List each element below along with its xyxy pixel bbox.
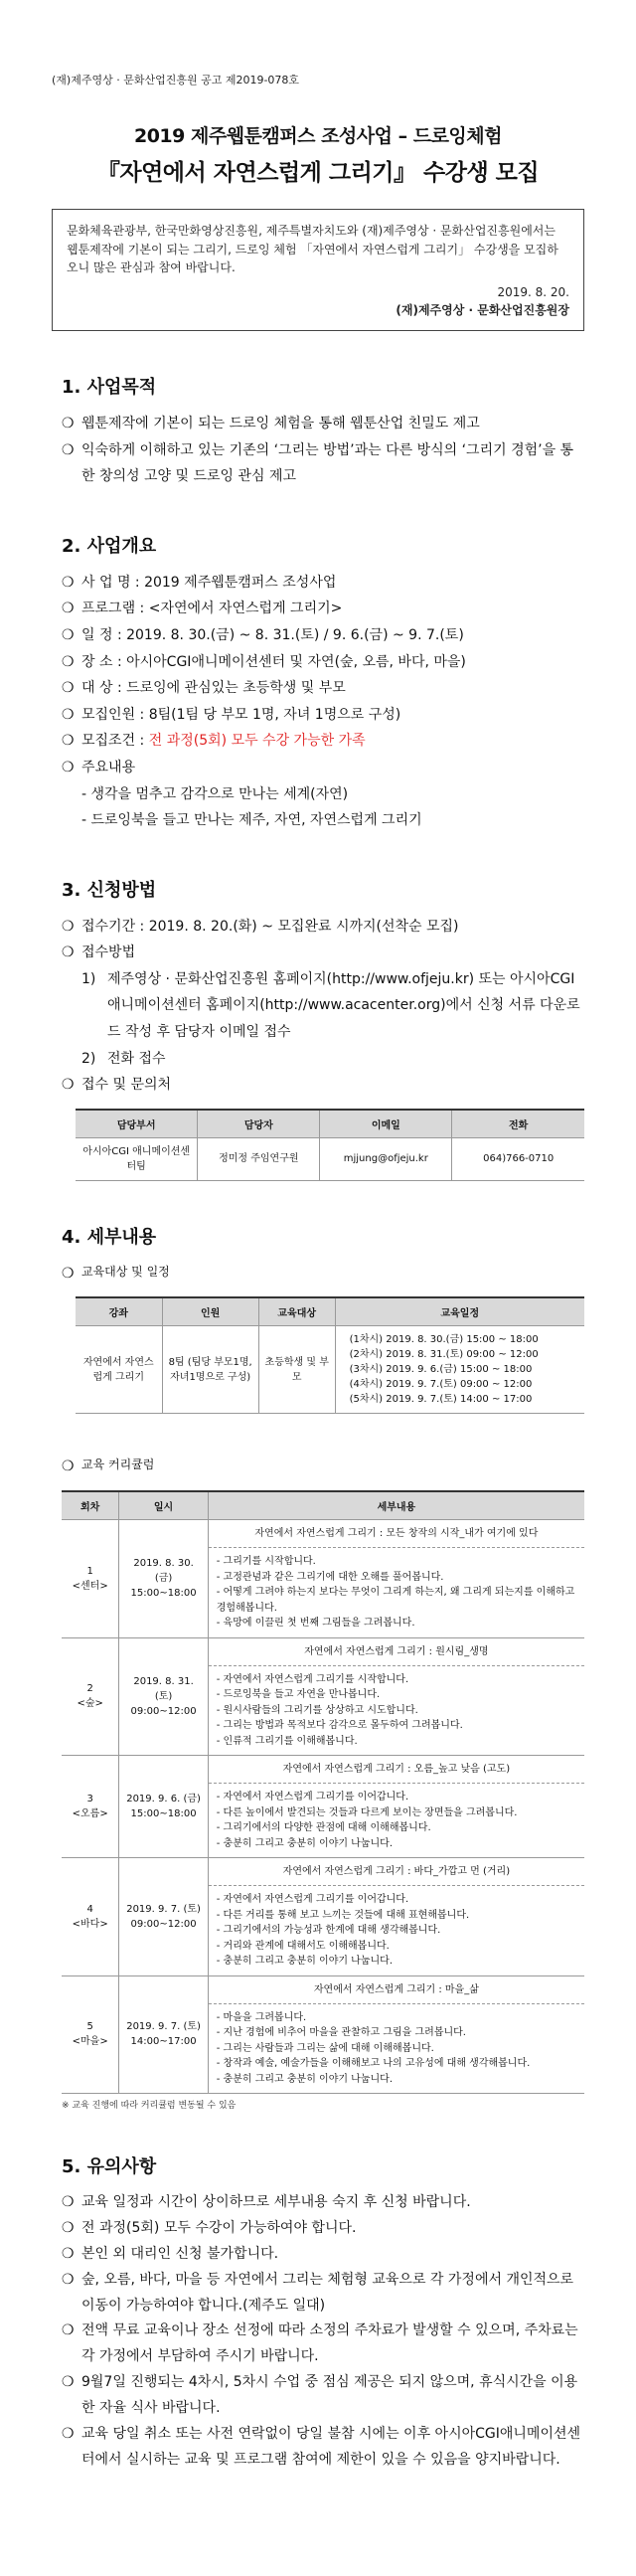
schedule-table xyxy=(76,1296,584,1414)
table-header: 세부내용 xyxy=(208,1491,584,1520)
circle-bullet-icon: ❍ xyxy=(62,574,75,591)
circle-bullet-icon: ❍ xyxy=(62,2374,75,2391)
session-cell: 5 <마을> xyxy=(62,1975,119,2094)
content-item: - 드로잉북을 들고 만나는 제주, 자연, 자연스럽게 그리기 xyxy=(81,812,422,829)
circle-bullet-icon: ❍ xyxy=(62,706,75,723)
session-cell: 1 <센터> xyxy=(62,1520,119,1638)
section-details xyxy=(62,1223,584,2111)
section-notes xyxy=(62,2152,584,2474)
circle-bullet-icon: ❍ xyxy=(62,601,75,617)
intro-date: 2019. 8. 20. xyxy=(497,284,569,299)
list-item: ❍ 교육 커리큘럼 xyxy=(62,1454,584,1480)
table-header: 이메일 xyxy=(320,1110,452,1138)
table-row xyxy=(62,1520,584,1638)
target-cell: 초등학생 및 부모 xyxy=(258,1326,335,1414)
circle-bullet-icon: ❍ xyxy=(62,1459,75,1475)
circle-bullet-icon: ❍ xyxy=(62,2245,75,2262)
section-title: 5. 유의사항 xyxy=(62,2156,157,2178)
email-cell: mjjung@ofjeju.kr xyxy=(320,1137,452,1180)
section-title: 4. 세부내용 xyxy=(62,1226,157,1248)
date-cell: 2019. 8. 30. (금) 15:00~18:00 xyxy=(119,1520,208,1638)
detail-cell: 자연에서 자연스럽게 그리기 : 마을_삶 - 마을을 그려봅니다. - 지난 경험에 비추어 마을을 관찰하고 그림을 그려봅니다. - 그리는 사람들과 그리는 삶에 대해 이해해봅니다. - 창작과 예술, 예술가들을 이해해보고 나의 고유성에 대해 생각해봅니다. - 충분히 그리고 충분히 이야기 나눕니다. xyxy=(208,1975,584,2094)
curriculum-footnote: ※ 교육 진행에 따라 커리큘럼 변동될 수 있음 xyxy=(62,2101,237,2112)
list-item: ❍ 교육 일정과 시간이 상이하므로 세부내용 숙지 후 신청 바랍니다. xyxy=(62,2190,584,2216)
detail-cell: 자연에서 자연스럽게 그리기 : 바다_가깝고 먼 (거리) - 자연에서 자연스럽게 그리기를 이어갑니다. - 다른 거리를 통해 보고 느끼는 것들에 대해 표현해봅니다. - 그리기에서의 가능성과 한계에 대해 생각해봅니다. - 거리와 관계에 대해서도 이해해봅니다. - 충분히 그리고 충분히 이야기 나눕니다. xyxy=(208,1858,584,1976)
list-item: ❍ 전액 무료 교육이나 장소 선정에 따라 소정의 주차료가 발생할 수 있으며, 주차료는 각 가정에서 부담하여 주시기 바랍니다. xyxy=(62,2318,584,2370)
section-overview xyxy=(62,532,584,834)
circle-bullet-icon: ❍ xyxy=(62,2194,75,2211)
circle-bullet-icon: ❍ xyxy=(62,918,75,935)
table-header: 회차 xyxy=(62,1491,119,1520)
condition-value: 전 과정(5회) 모두 수강 가능한 가족 xyxy=(148,733,366,750)
list-item: ❍ 전 과정(5회) 모두 수강이 가능하여야 합니다. xyxy=(62,2216,584,2242)
list-item: ❍ 익숙하게 이해하고 있는 기존의 ‘그리는 방법’과는 다른 방식의 ‘그리기 경험’을 통한 창의성 고양 및 드로잉 관심 제고 xyxy=(62,437,584,490)
list-item xyxy=(62,728,584,755)
list-item: ❍ 접수 및 문의처 xyxy=(62,1072,584,1099)
section-title: 2. 사업개요 xyxy=(62,535,157,557)
list-item: ❍ 숲, 오름, 바다, 마을 등 자연에서 그리는 체험형 교육으로 각 가정에서 개인적으로 이동이 가능하여야 합니다.(제주도 일대) xyxy=(62,2268,584,2319)
table-header: 교육대상 xyxy=(258,1297,335,1326)
circle-bullet-icon: ❍ xyxy=(62,733,75,750)
list-item: ❍ 웹툰제작에 기본이 되는 드로잉 체험을 통해 웹툰산업 친밀도 제고 xyxy=(62,411,584,437)
list-item: ❍ 접수기간 : 2019. 8. 20.(화) ~ 모집완료 시까지(선착순 모집) xyxy=(62,914,584,941)
date-cell: 2019. 9. 7. (토) 14:00~17:00 xyxy=(119,1975,208,2094)
contact-table xyxy=(76,1109,584,1181)
table-row xyxy=(76,1326,584,1414)
table-row xyxy=(62,1756,584,1858)
detail-cell: 자연에서 자연스럽게 그리기 : 원시림_생명 - 자연에서 자연스럽게 그리기를 시작합니다. - 드로잉북을 들고 자연을 만나봅니다. - 원시사람들의 그리기를 상상하고 시도합니다. - 그리는 방법과 목적보다 감각으로 몰두하여 그려봅니다. - 인류적 그리기를 이해해봅니다. xyxy=(208,1637,584,1756)
section-purpose xyxy=(62,373,584,490)
table-header: 전화 xyxy=(452,1110,584,1138)
circle-bullet-icon: ❍ xyxy=(62,653,75,670)
table-header: 인원 xyxy=(162,1297,258,1326)
list-item: ❍ 접수방법 xyxy=(62,940,584,966)
circle-bullet-icon: ❍ xyxy=(62,759,75,775)
table-row xyxy=(62,1637,584,1756)
detail-cell: 자연에서 자연스럽게 그리기 : 모든 창작의 시작_내가 여기에 있다 - 그리기를 시작합니다. - 고정관념과 같은 그리기에 대한 오해를 풀어봅니다. - 어떻게 그려야 하는지 보다는 무엇이 그리게 하는지, 왜 그리게 되는지를 이해하고 경험해봅니다. - 육망에 이끌린 첫 번째 그림들을 그려봅니다. xyxy=(208,1520,584,1638)
circle-bullet-icon: ❍ xyxy=(62,2322,75,2339)
list-item: ❍ 일 정 : 2019. 8. 30.(금) ~ 8. 31.(토) / 9. 6.(금) ~ 9. 7.(토) xyxy=(62,622,584,649)
section-title: 1. 사업목적 xyxy=(62,376,157,398)
circle-bullet-icon: ❍ xyxy=(62,441,75,458)
list-item: ❍ 주요내용 xyxy=(62,755,584,781)
session-cell: 2 <숲> xyxy=(62,1637,119,1756)
circle-bullet-icon: ❍ xyxy=(62,415,75,431)
session-cell: 3 <오름> xyxy=(62,1756,119,1858)
table-header: 일시 xyxy=(119,1491,208,1520)
table-row xyxy=(62,1858,584,1976)
list-item: ❍ 본인 외 대리인 신청 불가합니다. xyxy=(62,2242,584,2268)
table-row xyxy=(62,1975,584,2094)
condition-label: 모집조건 : xyxy=(81,733,149,750)
list-item: ❍ 9월7일 진행되는 4차시, 5차시 수업 중 점심 제공은 되지 않으며, 휴식시간을 이용한 자율 식사 바랍니다. xyxy=(62,2370,584,2422)
curriculum-table xyxy=(62,1490,584,2094)
date-cell: 2019. 9. 6. (금) 15:00~18:00 xyxy=(119,1756,208,1858)
table-cell: 아시아CGI 애니메이션센터팀 xyxy=(76,1137,198,1180)
list-item: ❍ 프로그램 : <자연에서 자연스럽게 그리기> xyxy=(62,596,584,622)
circle-bullet-icon: ❍ xyxy=(62,2271,75,2288)
section-application xyxy=(62,876,584,1181)
method-item: 2) 전화 접수 xyxy=(81,1050,166,1067)
people-cell: 8팀 (팀당 부모1명, 자녀1명으로 구성) xyxy=(162,1326,258,1414)
circle-bullet-icon: ❍ xyxy=(62,1265,75,1282)
circle-bullet-icon: ❍ xyxy=(62,2219,75,2236)
circle-bullet-icon: ❍ xyxy=(62,2426,75,2443)
date-cell: 2019. 9. 7. (토) 09:00~12:00 xyxy=(119,1858,208,1976)
course-cell: 자연에서 자연스럽게 그리기 xyxy=(76,1326,162,1414)
title-line-1: 2019 제주웹툰캠퍼스 조성사업 – 드로잉체험 xyxy=(133,125,502,147)
content-item: - 생각을 멈추고 감각으로 만나는 세계(자연) xyxy=(81,785,349,802)
table-cell: 정미정 주임연구원 xyxy=(198,1137,320,1180)
list-item: ❍ 대 상 : 드로잉에 관심있는 초등학생 및 부모 xyxy=(62,675,584,702)
circle-bullet-icon: ❍ xyxy=(62,680,75,697)
circle-bullet-icon: ❍ xyxy=(62,626,75,643)
table-header: 강좌 xyxy=(76,1297,162,1326)
phone-cell: 064)766-0710 xyxy=(452,1137,584,1180)
list-item: ❍ 모집인원 : 8팀(1팀 당 부모 1명, 자녀 1명으로 구성) xyxy=(62,702,584,729)
intro-org: (재)제주영상 · 문화산업진흥원장 xyxy=(396,303,569,318)
intro-text: 문화체육관광부, 한국만화영상진흥원, 제주특별자치도와 (재)제주영상 · 문화산업진흥원에서는 웹툰제작에 기본이 되는 그리기, 드로잉 체험 「자연에서 자연스럽게 그리기」 수강생을 모집하오니 많은 관심과 참여 바랍니다. xyxy=(67,224,558,275)
date-cell: 2019. 8. 31. (토) 09:00~12:00 xyxy=(119,1637,208,1756)
list-item: ❍ 장 소 : 아시아CGI애니메이션센터 및 자연(숲, 오름, 바다, 마을) xyxy=(62,649,584,676)
title-line-2: 『자연에서 자연스럽게 그리기』 수강생 모집 xyxy=(96,160,540,186)
table-header: 교육일정 xyxy=(335,1297,584,1326)
detail-cell: 자연에서 자연스럽게 그리기 : 오름_높고 낮음 (고도) - 자연에서 자연스럽게 그리기를 이어갑니다. - 다른 높이에서 발견되는 것들과 다르게 보이는 장면들을 그려봅니다. - 그리기에서의 다양한 관점에 대해 이해해봅니다. - 충분히 그리고 충분히 이야기 나눕니다. xyxy=(208,1756,584,1858)
dates-cell: (1차시) 2019. 8. 30.(금) 15:00 ~ 18:00 (2차시) 2019. 8. 31.(토) 09:00 ~ 12:00 (3차시) 2019. 9. 6.(금) 15:00 ~ 18:00 (4차시) 2019. 9. 7.(토) 09:00 ~ 12:00 (5차시) 2019. 9. 7.(토) 14:00 ~ 17:00 xyxy=(335,1326,584,1414)
table-row xyxy=(76,1137,584,1180)
list-item: ❍ 교육 당일 취소 또는 사전 연락없이 당일 불참 시에는 이후 아시아CGI애니메이션센터에서 실시하는 교육 및 프로그램 참여에 제한이 있을 수 있음을 양지바랍니다. xyxy=(62,2422,584,2474)
session-cell: 4 <바다> xyxy=(62,1858,119,1976)
method-item: 1) 제주영상 · 문화산업진흥원 홈페이지(http://www.ofjeju.kr) 또는 아시아CGI애니메이션센터 홈페이지(http://www.acacenter.org)에서 신청 서류 다운로드 작성 후 담당자 이메일 접수 xyxy=(81,970,580,1041)
section-title: 3. 신청방법 xyxy=(62,879,157,901)
notice-number: (재)제주영상 · 문화산업진흥원 공고 제2019-078호 xyxy=(52,74,300,86)
list-item: ❍ 사 업 명 : 2019 제주웹툰캠퍼스 조성사업 xyxy=(62,570,584,597)
circle-bullet-icon: ❍ xyxy=(62,945,75,961)
table-header: 담당자 xyxy=(198,1110,320,1138)
intro-box xyxy=(52,209,584,331)
table-header: 담당부서 xyxy=(76,1110,198,1138)
circle-bullet-icon: ❍ xyxy=(62,1077,75,1094)
list-item: ❍ 교육대상 및 일정 xyxy=(62,1261,584,1288)
